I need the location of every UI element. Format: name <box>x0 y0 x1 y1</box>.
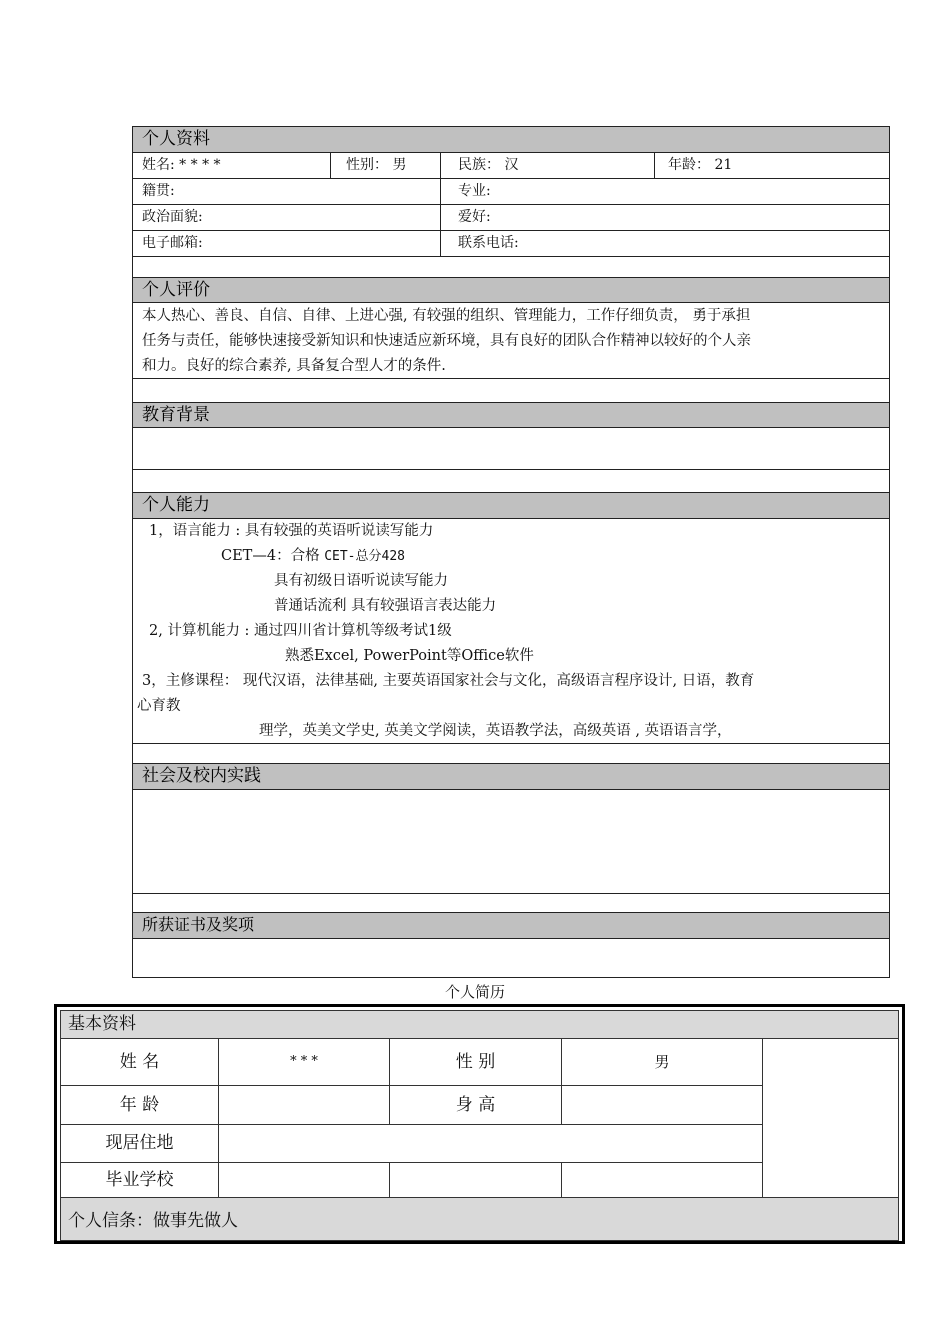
gender-field: 性别： 男 <box>346 157 407 173</box>
gender-label: 性 别 <box>390 1039 562 1086</box>
phone-field: 联系电话: <box>458 235 519 251</box>
practice-content <box>133 790 889 894</box>
ability-language: 1，语言能力 : 具有较强的英语听说读写能力 <box>149 523 434 539</box>
section-header-evaluation: 个人评价 <box>133 277 889 303</box>
political-status-field: 政治面貌: <box>142 209 203 225</box>
age-label: 年 龄 <box>61 1086 219 1125</box>
section-header-basic: 基本资料 <box>61 1011 898 1039</box>
residence-label: 现居住地 <box>61 1125 219 1163</box>
name-value: * * * <box>219 1039 390 1086</box>
major-field: 专业: <box>458 183 491 199</box>
education-content <box>133 428 889 470</box>
ability-mandarin: 普通话流利 具有较强语言表达能力 <box>274 598 497 614</box>
hobby-field: 爱好: <box>458 209 491 225</box>
ability-office: 熟悉Excel, PowerPoint等Office软件 <box>285 648 534 664</box>
ability-cet-label: CET—4：合格 <box>221 548 325 564</box>
gender-value: 男 <box>562 1039 763 1086</box>
evaluation-line-1: 本人热心、善良、自信、自律、上进心强, 有较强的组织、管理能力，工作仔细负责， 勇于承担 <box>142 308 751 324</box>
resume-caption: 个人简历 <box>444 983 505 1001</box>
section-header-personal: 个人资料 <box>133 127 889 153</box>
photo-cell <box>763 1039 898 1198</box>
evaluation-line-3: 和力。良好的综合素养, 具备复合型人才的条件. <box>142 358 446 374</box>
ability-courses-cont-2: 理学，英美文学史, 英美文学阅读，英语教学法，高级英语 , 英语语言学， <box>259 723 732 739</box>
personal-motto: 个人信条：做事先做人 <box>61 1198 898 1240</box>
section-header-awards: 所获证书及奖项 <box>133 912 889 939</box>
section-header-practice: 社会及校内实践 <box>133 763 889 790</box>
school-label: 毕业学校 <box>61 1163 219 1198</box>
ability-computer: 2, 计算机能力 : 通过四川省计算机等级考试1级 <box>149 623 452 639</box>
row-native-major <box>133 179 889 205</box>
school-extra-2 <box>562 1163 763 1198</box>
age-field: 年龄： 21 <box>668 157 733 173</box>
evaluation-line-2: 任务与责任，能够快速接受新知识和快速适应新环境，具有良好的团队合作精神以较好的个人亲 <box>142 333 751 349</box>
row-basic-info <box>133 153 889 179</box>
native-place-field: 籍贯: <box>142 183 175 199</box>
ability-courses-cont: 心育教 <box>137 698 181 714</box>
name-label: 姓 名 <box>61 1039 219 1086</box>
height-value <box>562 1086 763 1125</box>
ability-cet <box>221 544 405 569</box>
age-value <box>219 1086 390 1125</box>
section-header-education: 教育背景 <box>133 402 889 428</box>
row-political-hobby <box>133 205 889 231</box>
resume-table-1 <box>132 126 890 978</box>
ability-courses: 3，主修课程： 现代汉语，法律基础, 主要英语国家社会与文化，高级语言程序设计, 日语，教育 <box>142 673 755 689</box>
section-header-ability: 个人能力 <box>133 492 889 519</box>
school-value <box>219 1163 390 1198</box>
height-label: 身 高 <box>390 1086 562 1125</box>
name-field: 姓名: * * * * <box>142 157 221 173</box>
resume-table-2 <box>54 1004 905 1244</box>
email-field: 电子邮箱: <box>142 235 203 251</box>
residence-value <box>219 1125 763 1163</box>
ability-cet-score: CET-总分428 <box>324 549 405 564</box>
ethnicity-field: 民族： 汉 <box>458 157 519 173</box>
school-extra-1 <box>390 1163 562 1198</box>
ability-japanese: 具有初级日语听说读写能力 <box>274 573 448 589</box>
row-email-phone <box>133 231 889 257</box>
